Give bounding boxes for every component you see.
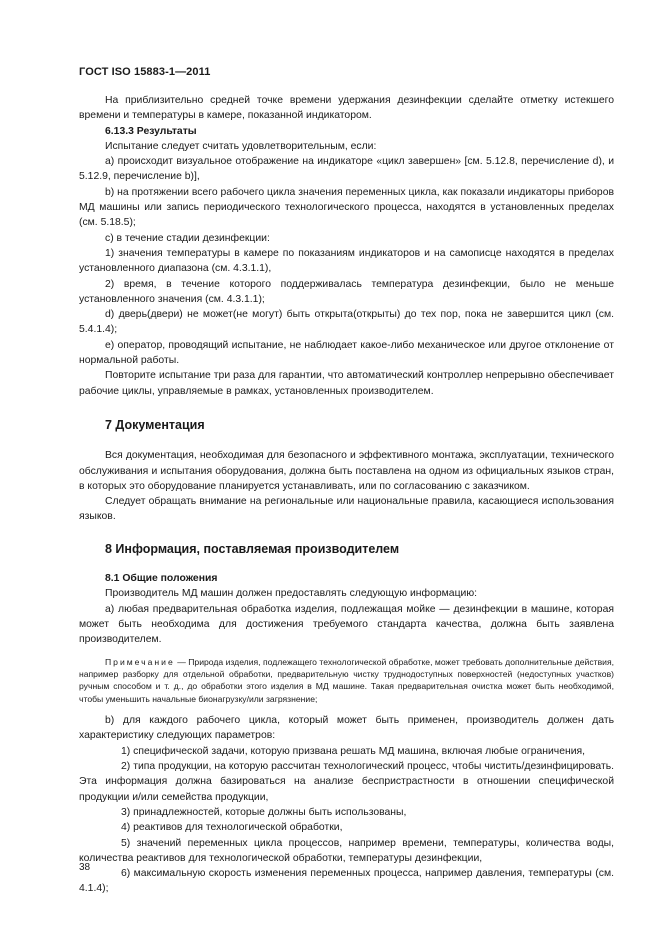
list-item-a: a) любая предварительная обработка изделия, подлежащая мойке — дезинфекции в машине, которая может быть необходима для достижения требуемого стандарта качества, должна быть заявлена производителем. xyxy=(79,603,614,646)
list-item-e: e) оператор, проводящий испытание, не наблюдает какое-либо механическое или другое отклонение от нормальной работы. xyxy=(79,339,614,367)
note-text: — Природа изделия, подлежащего технологической обработке, может требовать дополнительные действия, например разборку для отдельной обработки, предварительную чистку труднодоступных поверхностей (недоступных участков) ручным способом и т. д., до обработки этого изделия в МД машине. Такая предварительная очистка может быть необходимой, чтобы уменьшить начальные бионагрузку/или загрязнение; xyxy=(79,656,614,704)
list-item-c: c) в течение стадии дезинфекции: xyxy=(105,232,270,244)
paragraph: Следует обращать внимание на региональные или национальные правила, касающиеся использования языков. xyxy=(79,496,614,523)
document-body xyxy=(79,93,614,897)
list-item-b: b) на протяжении всего рабочего цикла значения переменных цикла, как показали индикаторы приборов МД машины или запись периодического технологического процесса, находятся в установленных пределах (см. 5.18.5); xyxy=(79,186,614,229)
subsection-heading-6-13-3: 6.13.3 Результаты xyxy=(105,125,197,137)
list-item-c-1: 1) значения температуры в камере по показаниям индикаторов и на самописце находятся в пределах установленного диапазона (см. 4.3.1.1), xyxy=(79,247,614,275)
list-item-b: b) для каждого рабочего цикла, который может быть применен, производитель должен дать характеристику следующих параметров: xyxy=(79,715,614,742)
list-item-b-6: 6) максимальную скорость изменения переменных процесса, например давления, температуры (см. 4.1.4); xyxy=(79,868,614,895)
list-item-d: d) дверь(двери) не может(не могут) быть открыта(открыты) до тех пор, пока не завершится цикл (см. 5.4.1.4); xyxy=(79,309,614,336)
note xyxy=(79,656,614,706)
list-item-b-1: 1) специфической задачи, которую призвана решать МД машина, включая любые ограничения, xyxy=(121,745,586,757)
list-item-c-2: 2) время, в течение которого поддерживалась температура дезинфекции, было не меньше установленного значения (см. 4.3.1.1); xyxy=(79,278,614,305)
section-heading-8: 8 Информация, поставляемая производителем xyxy=(105,541,400,556)
list-item-b-5: 5) значений переменных цикла процессов, например времени, температуры, количества воды, количества реактивов для технологической обработки, температуры дезинфекции, xyxy=(79,837,614,864)
paragraph: Повторите испытание три раза для гарантии, что автоматический контроллер непрерывно обеспечивает рабочие циклы, управляемые в рамках, установленных производителем. xyxy=(79,370,614,397)
list-item-b-3: 3) принадлежностей, которые должны быть использованы, xyxy=(121,806,407,818)
paragraph: На приблизительно средней точке времени удержания дезинфекции сделайте отметку истекшего времени и температуры в камере, показанной индикатором. xyxy=(79,95,614,122)
document-header: ГОСТ ISO 15883-1—2011 xyxy=(79,66,211,78)
section-heading-7: 7 Документация xyxy=(105,417,205,432)
note-label: Примечание xyxy=(105,656,175,667)
list-item-b-2: 2) типа продукции, на которую рассчитан технологический процесс, чтобы чистить/дезинфицировать. Эта информация должна базироваться на анализе беспристрастности в отношении специфической продукции и/или семейства продукции, xyxy=(79,761,614,803)
paragraph: Вся документация, необходимая для безопасного и эффективного монтажа, эксплуатации, технического обслуживания и испытания оборудования, должна быть поставлена на одном из официальных языков стран, в которых это оборудование планируется устанавливать, или по согласованию с заказчиком. xyxy=(79,450,614,492)
paragraph: Испытание следует считать удовлетворительным, если: xyxy=(105,140,377,152)
list-item-a: a) происходит визуальное отображение на индикаторе «цикл завершен» [см. 5.12.8, перечисление d), и 5.12.9, перечисление b)], xyxy=(79,156,614,183)
page-number: 38 xyxy=(79,862,91,873)
subsection-heading-8-1: 8.1 Общие положения xyxy=(105,573,218,585)
paragraph: Производитель МД машин должен предоставлять следующую информацию: xyxy=(105,588,478,600)
list-item-b-4: 4) реактивов для технологической обработки, xyxy=(121,822,343,834)
